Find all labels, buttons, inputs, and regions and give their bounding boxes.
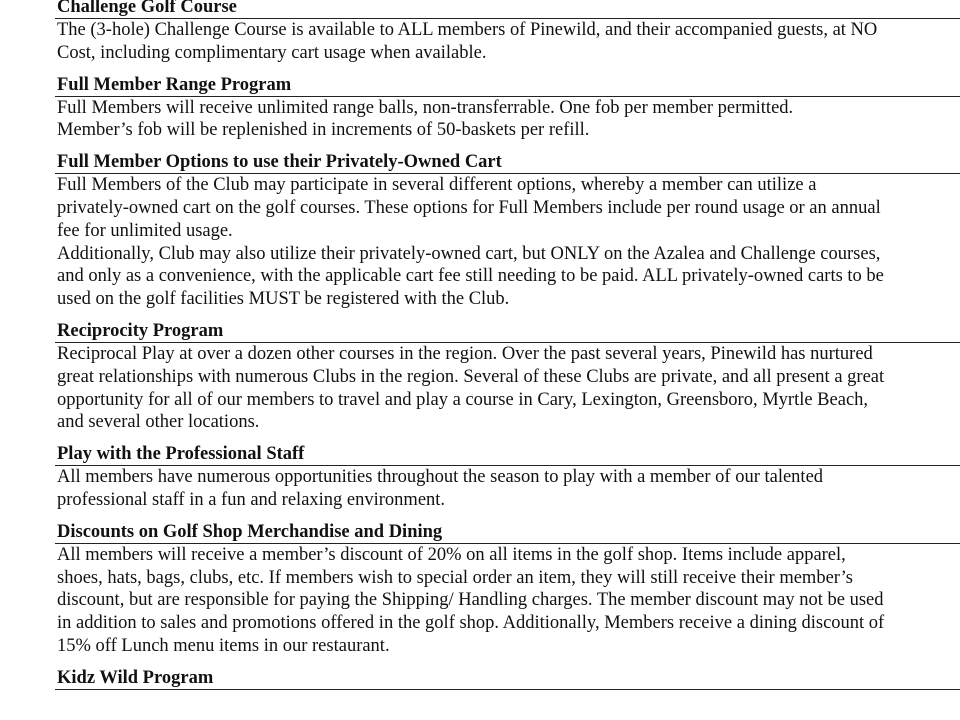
section-body	[55, 544, 960, 658]
body-line: 15% off Lunch menu items in our restaurant.	[57, 635, 390, 656]
section-body	[55, 343, 960, 434]
body-line: Cost, including complimentary cart usage when available.	[57, 42, 487, 63]
section-professional-staff	[55, 443, 960, 512]
section-full-member-range-program	[55, 74, 960, 143]
body-line: in addition to sales and promotions offered in the golf shop. Additionally, Members receive a dining discount of	[57, 613, 885, 634]
section-heading: Kidz Wild Program	[55, 667, 960, 690]
section-challenge-golf-course	[55, 0, 960, 65]
body-line: Member’s fob will be replenished in increments of 50-baskets per refill.	[57, 120, 590, 141]
section-body	[55, 174, 960, 311]
section-body	[55, 19, 960, 65]
section-kidz-wild-program	[55, 667, 960, 690]
body-line: opportunity for all of our members to travel and play a course in Cary, Lexington, Greensboro, Myrtle Beach,	[57, 389, 869, 410]
body-line: All members will receive a member’s discount of 20% on all items in the golf shop. Items include apparel,	[57, 544, 846, 565]
body-line: fee for unlimited usage.	[57, 220, 233, 241]
body-line: privately-owned cart on the golf courses. These options for Full Members include per round usage or an annual	[57, 197, 881, 218]
section-body	[55, 97, 960, 143]
body-line: and several other locations.	[57, 412, 260, 433]
section-heading: Full Member Options to use their Privately-Owned Cart	[55, 151, 960, 174]
body-line: used on the golf facilities MUST be registered with the Club.	[57, 289, 510, 310]
body-line: shoes, hats, bags, clubs, etc. If members wish to special order an item, they will still receive their member’s	[57, 567, 853, 588]
body-line: All members have numerous opportunities throughout the season to play with a member of our talented	[57, 467, 824, 488]
section-heading: Reciprocity Program	[55, 320, 960, 343]
section-heading: Full Member Range Program	[55, 74, 960, 97]
body-line: Reciprocal Play at over a dozen other courses in the region. Over the past several years, Pinewild has nurtured	[57, 343, 873, 364]
section-heading: Challenge Golf Course	[55, 0, 960, 19]
body-line: professional staff in a fun and relaxing environment.	[57, 489, 446, 510]
body-line: discount, but are responsible for paying the Shipping/ Handling charges. The member discount may not be used	[57, 590, 884, 611]
body-line: Full Members will receive unlimited range balls, non-transferrable. One fob per member permitted.	[57, 97, 794, 118]
body-line: The (3-hole) Challenge Course is available to ALL members of Pinewild, and their accompanied guests, at NO	[57, 20, 878, 40]
section-heading: Play with the Professional Staff	[55, 443, 960, 466]
body-line: and only as a convenience, with the applicable cart fee still needing to be paid. ALL privately-owned carts to be	[57, 266, 884, 287]
section-discounts	[55, 521, 960, 658]
body-line: Additionally, Club may also utilize their privately-owned cart, but ONLY on the Azalea and Challenge courses,	[57, 243, 881, 264]
section-reciprocity-program	[55, 320, 960, 434]
body-line: Full Members of the Club may participate in several different options, whereby a member can utilize a	[57, 175, 817, 196]
section-heading: Discounts on Golf Shop Merchandise and Dining	[55, 521, 960, 544]
body-line: great relationships with numerous Clubs in the region. Several of these Clubs are private, and all present a great	[57, 366, 885, 387]
section-privately-owned-cart	[55, 151, 960, 311]
section-body	[55, 466, 960, 512]
document	[55, 0, 960, 699]
